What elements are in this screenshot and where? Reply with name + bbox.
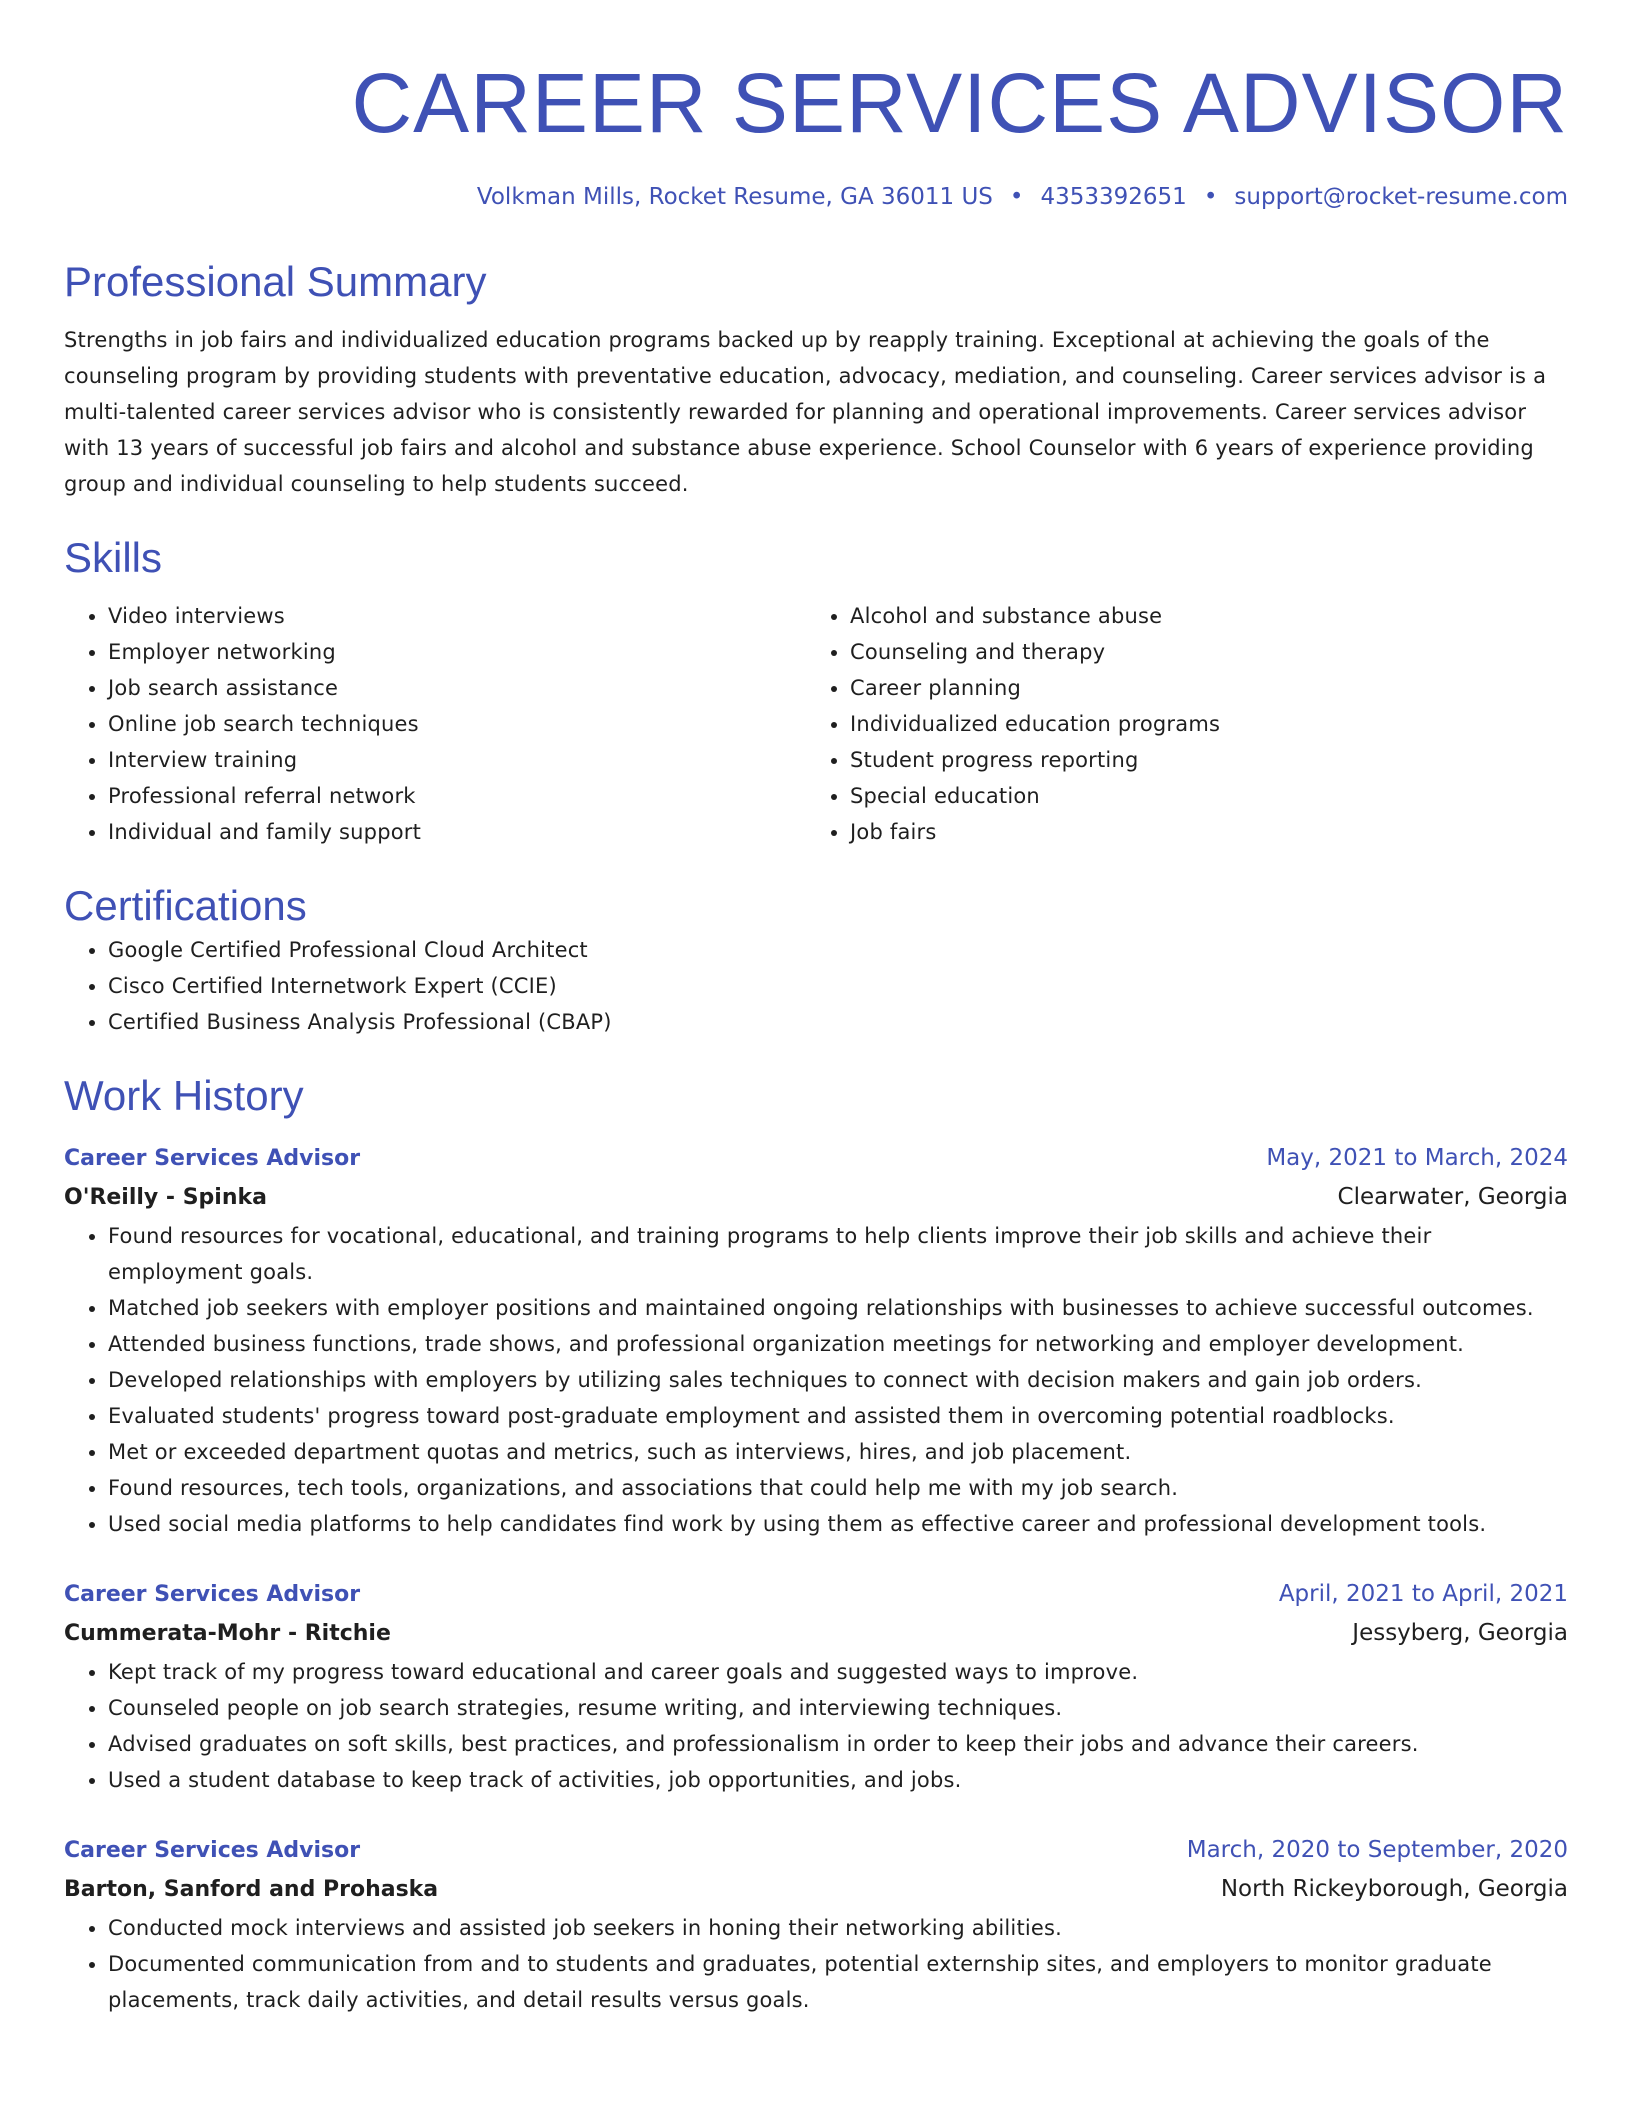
skill-item: • Employer networking [108,634,806,670]
job-title: Career Services Advisor [64,1582,361,1607]
skill-item: • Job fairs [850,814,1548,850]
contact-phone: 4353392651 [1040,184,1187,210]
job-company-row [64,1613,1568,1654]
skills-column-right [806,598,1548,850]
certifications-list [64,932,1568,1040]
job-company: Cummerata-Mohr - Ritchie [64,1621,391,1646]
job-duties-list [64,1218,1568,1542]
summary-heading: Professional Summary [64,258,487,305]
job-duty: • Used a student database to keep track of activities, job opportunities, and jobs. [108,1762,1568,1798]
job-dates: March, 2020 to September, 2020 [1186,1837,1568,1863]
skill-item: • Student progress reporting [850,742,1548,778]
certification-item: • Cisco Certified Internetwork Expert (CCIE) [108,968,1568,1004]
job-entry [64,1576,1568,1798]
skills-column-left [64,598,806,850]
job-duty: • Met or exceeded department quotas and metrics, such as interviews, hires, and job placement. [108,1434,1568,1470]
job-duty: • Counseled people on job search strategies, resume writing, and interviewing techniques. [108,1690,1568,1726]
skill-item: • Alcohol and substance abuse [850,598,1548,634]
job-dates: April, 2021 to April, 2021 [1278,1581,1568,1607]
job-duty: • Attended business functions, trade shows, and professional organization meetings for networking and employer development. [108,1326,1568,1362]
job-duty: • Found resources for vocational, educational, and training programs to help clients improve their job skills and achieve their employment goals. [108,1218,1568,1290]
job-title: Career Services Advisor [64,1146,361,1171]
job-header-row [64,1140,1568,1177]
certifications-heading: Certifications [64,882,307,929]
contact-separator: • [1009,184,1024,210]
work-history-section [64,1070,1568,2018]
job-duties-list [64,1910,1568,2018]
summary-section [64,256,1568,502]
skills-heading: Skills [64,534,163,581]
work-history-heading: Work History [64,1072,304,1119]
skill-item: • Online job search techniques [108,706,806,742]
skills-section [64,532,1568,850]
job-company: Barton, Sanford and Prohaska [64,1877,439,1902]
job-duties-list [64,1654,1568,1798]
job-entry [64,1832,1568,2018]
skill-item: • Career planning [850,670,1548,706]
job-duty: • Documented communication from and to students and graduates, potential externship sites, and employers to monitor graduate placements, track daily activities, and detail results versus goals. [108,1946,1568,2018]
skill-item: • Professional referral network [108,778,806,814]
skill-item: • Individual and family support [108,814,806,850]
contact-email[interactable]: support@rocket-resume.com [1234,184,1568,210]
job-company: O'Reilly - Spinka [64,1185,267,1210]
skill-item: • Video interviews [108,598,806,634]
job-dates: May, 2021 to March, 2024 [1266,1145,1568,1171]
job-company-row [64,1177,1568,1218]
skill-item: • Individualized education programs [850,706,1548,742]
skill-item: • Job search assistance [108,670,806,706]
job-location: Jessyberg, Georgia [1352,1620,1568,1646]
job-header-row [64,1832,1568,1869]
contact-line [64,184,1568,210]
certifications-section [64,880,1568,1040]
skills-list-right [806,598,1548,850]
contact-address: Volkman Mills, Rocket Resume, GA 36011 US [476,184,993,210]
contact-separator: • [1203,184,1218,210]
job-duty: • Kept track of my progress toward educational and career goals and suggested ways to improve. [108,1654,1568,1690]
skill-item: • Counseling and therapy [850,634,1548,670]
job-duty: • Conducted mock interviews and assisted job seekers in honing their networking abilities. [108,1910,1568,1946]
job-duty: • Advised graduates on soft skills, best practices, and professionalism in order to keep their jobs and advance their careers. [108,1726,1568,1762]
job-company-row [64,1869,1568,1910]
summary-text: Strengths in job fairs and individualized education programs backed up by reapply training. Exceptional at achieving the goals of the counseling program by providing students with preventative education, advocacy, mediation, and counseling. Career services advisor is a multi-talented career services advisor who is consistently rewarded for planning and operational improvements. Career services advisor with 13 years of successful job fairs and alcohol and substance abuse experience. School Counselor with 6 years of experience providing group and individual counseling to help students succeed. [64,328,1547,496]
job-duty: • Found resources, tech tools, organizations, and associations that could help me with my job search. [108,1470,1568,1506]
skills-list-left [64,598,806,850]
job-location: Clearwater, Georgia [1337,1184,1568,1210]
certification-item: • Google Certified Professional Cloud Architect [108,932,1568,968]
job-header-row [64,1576,1568,1613]
job-title: Career Services Advisor [64,1838,361,1863]
skill-item: • Special education [850,778,1548,814]
job-duty: • Matched job seekers with employer positions and maintained ongoing relationships with businesses to achieve successful outcomes. [108,1290,1568,1326]
job-duty: • Evaluated students' progress toward post-graduate employment and assisted them in overcoming potential roadblocks. [108,1398,1568,1434]
skills-grid [64,598,1568,850]
job-entry [64,1140,1568,1542]
job-duty: • Used social media platforms to help candidates find work by using them as effective career and professional development tools. [108,1506,1568,1542]
certification-item: • Certified Business Analysis Professional (CBAP) [108,1004,1568,1040]
job-location: North Rickeyborough, Georgia [1220,1876,1568,1902]
job-duty: • Developed relationships with employers by utilizing sales techniques to connect with decision makers and gain job orders. [108,1362,1568,1398]
page-title: CAREER SERVICES ADVISOR [351,56,1568,150]
skill-item: • Interview training [108,742,806,778]
